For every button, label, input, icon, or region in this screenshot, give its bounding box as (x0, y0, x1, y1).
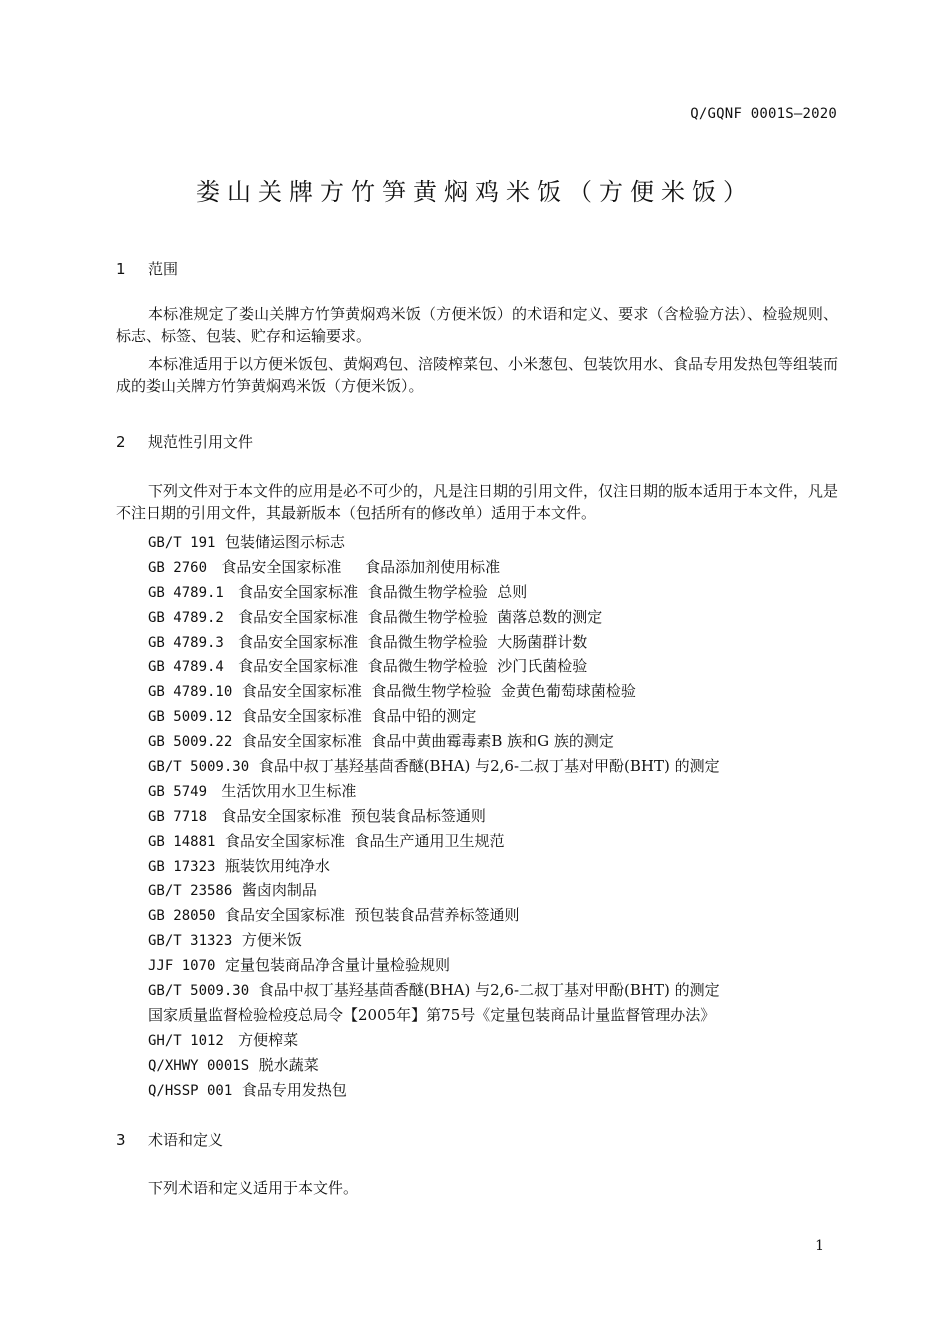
section-1-heading (116, 258, 178, 279)
reference-separator (215, 956, 225, 974)
document-code: Q/GQNF 0001S—2020 (690, 106, 837, 122)
reference-item (148, 854, 720, 879)
reference-item (148, 878, 720, 903)
reference-separator (232, 881, 242, 899)
reference-code: GB 4789.4 (148, 659, 224, 676)
reference-item (148, 704, 720, 729)
reference-code: GB 4789.1 (148, 584, 224, 601)
reference-item (148, 779, 720, 804)
reference-separator (215, 533, 225, 551)
reference-separator (224, 608, 238, 626)
reference-item (148, 903, 720, 928)
reference-separator (232, 732, 242, 750)
reference-separator (224, 657, 238, 675)
reference-separator (249, 1056, 259, 1074)
reference-code: GB 4789.3 (148, 634, 224, 651)
section-number: 2 (116, 433, 126, 451)
reference-title: 食品中叔丁基羟基茴香醚(BHA) 与2,6-二叔丁基对甲酚(BHT) 的测定 (258, 757, 720, 776)
reference-item (148, 804, 720, 829)
reference-code: GB 17323 (148, 858, 216, 875)
reference-item (148, 530, 720, 555)
reference-separator (232, 707, 242, 725)
reference-title: 食品安全国家标准 食品微生物学检验 金黄色葡萄球菌检验 (241, 682, 636, 701)
reference-item (148, 654, 720, 679)
reference-code: Q/XHWY 0001S (148, 1057, 250, 1074)
reference-code: GB 7718 (148, 808, 208, 825)
reference-title: 食品中叔丁基羟基茴香醚(BHA) 与2,6-二叔丁基对甲酚(BHT) 的测定 (258, 981, 720, 1000)
reference-item (148, 978, 720, 1003)
reference-item (148, 729, 720, 754)
reference-title: 食品安全国家标准 食品中铅的测定 (241, 707, 477, 726)
reference-item (148, 1028, 720, 1053)
section-number: 3 (116, 1131, 126, 1149)
reference-code: GB/T 31323 (148, 933, 233, 950)
reference-code: GB/T 191 (148, 535, 216, 551)
reference-separator (207, 558, 221, 576)
reference-separator (232, 1081, 242, 1099)
reference-code: GB 4789.10 (148, 684, 233, 701)
reference-title: 食品安全国家标准 预包装食品营养标签通则 (224, 906, 520, 925)
section-title: 术语和定义 (148, 1131, 224, 1149)
reference-title: 定量包装商品净含量计量检验规则 (224, 956, 450, 975)
reference-item (148, 1003, 720, 1028)
reference-title: 脱水蔬菜 (258, 1055, 319, 1074)
reference-item (148, 605, 720, 630)
reference-code: Q/HSSP 001 (148, 1082, 233, 1099)
reference-title: 生活饮用水卫生标准 (221, 781, 357, 800)
reference-code: GH/T 1012 (148, 1032, 224, 1049)
reference-title: 食品安全国家标准 食品生产通用卫生规范 (224, 831, 505, 850)
reference-separator (232, 682, 242, 700)
reference-title: 方便榨菜 (238, 1030, 299, 1049)
reference-code: GB 4789.2 (148, 609, 224, 626)
reference-title: 食品安全国家标准 食品中黄曲霉毒素B 族和G 族的测定 (241, 732, 614, 751)
reference-separator (207, 807, 221, 825)
reference-item (148, 580, 720, 605)
reference-title: 食品安全国家标准 预包装食品标签通则 (221, 806, 486, 825)
reference-title: 食品安全国家标准 食品微生物学检验 沙门氏菌检验 (238, 657, 588, 676)
reference-title: 酱卤肉制品 (241, 881, 317, 900)
reference-title: 包装储运图示标志 (224, 533, 345, 551)
reference-item (148, 555, 720, 580)
reference-code: GB 5009.12 (148, 709, 233, 726)
section-3-heading (116, 1129, 223, 1150)
reference-code: GB 14881 (148, 833, 216, 850)
normative-reference-list (148, 530, 720, 1102)
reference-separator (249, 981, 259, 999)
reference-code: GB/T 23586 (148, 883, 233, 900)
reference-item (148, 630, 720, 655)
reference-separator (249, 757, 259, 775)
reference-item (148, 829, 720, 854)
page-number: 1 (815, 1238, 824, 1254)
reference-code: GB/T 5009.30 (148, 759, 250, 776)
section-number: 1 (116, 260, 126, 278)
section-title: 范围 (148, 260, 179, 278)
section-1-paragraph-1: 本标准规定了娄山关牌方竹笋黄焖鸡米饭（方便米饭）的术语和定义、要求（含检验方法）、检验规则、标志、标签、包装、贮存和运输要求。 (116, 305, 838, 345)
reference-title: 瓶装饮用纯净水 (224, 856, 330, 875)
reference-code: GB 5009.22 (148, 734, 233, 751)
section-3-paragraph-1: 下列术语和定义适用于本文件。 (148, 1179, 359, 1197)
reference-title: 食品专用发热包 (241, 1080, 347, 1099)
section-title: 规范性引用文件 (148, 433, 254, 451)
reference-separator (224, 583, 238, 601)
reference-separator (224, 633, 238, 651)
reference-title: 食品安全国家标准 食品微生物学检验 菌落总数的测定 (238, 607, 603, 626)
reference-separator (224, 1031, 238, 1049)
reference-code: GB 2760 (148, 559, 208, 576)
section-2-heading (116, 431, 253, 452)
reference-code: GB/T 5009.30 (148, 983, 250, 1000)
reference-item (148, 1053, 720, 1078)
reference-separator (215, 906, 225, 924)
reference-separator (215, 832, 225, 850)
reference-item (148, 1078, 720, 1103)
reference-item (148, 754, 720, 779)
reference-title: 方便米饭 (241, 931, 302, 950)
reference-separator (207, 782, 221, 800)
section-1-paragraph-2: 本标准适用于以方便米饭包、黄焖鸡包、涪陵榨菜包、小米葱包、包装饮用水、食品专用发热包等组装而成的娄山关牌方竹笋黄焖鸡米饭（方便米饭）。 (116, 355, 839, 395)
reference-code: JJF 1070 (148, 958, 216, 975)
reference-item (148, 953, 720, 978)
reference-separator (215, 857, 225, 875)
reference-item (148, 928, 720, 953)
reference-title: 食品安全国家标准 食品添加剂使用标准 (221, 557, 501, 576)
reference-code: GB 5749 (148, 783, 208, 800)
section-2-paragraph-1: 下列文件对于本文件的应用是必不可少的，凡是注日期的引用文件，仅注日期的版本适用于本文件，凡是不注日期的引用文件，其最新版本（包括所有的修改单）适用于本文件。 (116, 482, 839, 522)
reference-item (148, 679, 720, 704)
reference-title: 食品安全国家标准 食品微生物学检验 总则 (238, 582, 528, 601)
reference-title: 国家质量监督检验检疫总局令【2005年】第75号《定量包装商品计量监督管理办法》 (148, 1005, 716, 1024)
reference-title: 食品安全国家标准 食品微生物学检验 大肠菌群计数 (238, 632, 588, 651)
document-title: 娄山关牌方竹笋黄焖鸡米饭（方便米饭） (196, 178, 754, 206)
reference-code: GB 28050 (148, 908, 216, 925)
reference-separator (232, 931, 242, 949)
